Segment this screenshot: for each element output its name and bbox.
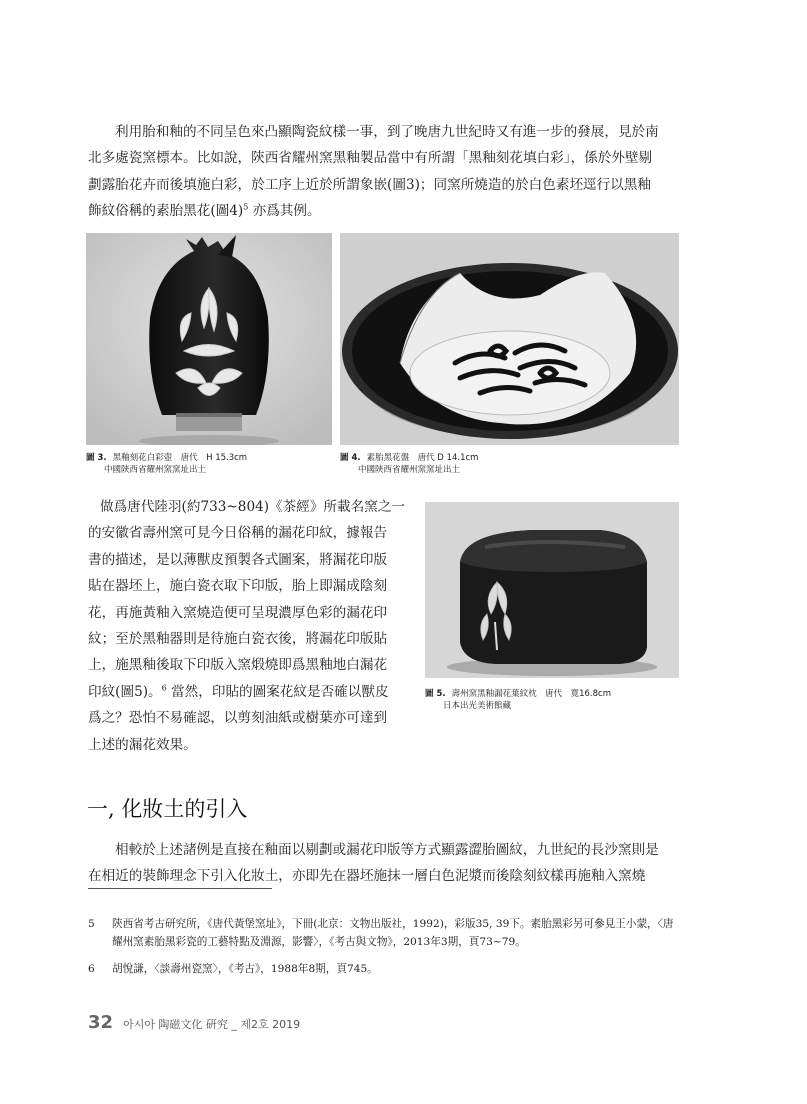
figure-5-title: 壽州窯黑釉漏花葉紋枕 唐代 寬16.8cm: [451, 689, 611, 699]
figure-5-pillow-photo: [425, 502, 679, 678]
page-number: 32: [88, 1012, 114, 1033]
shouzhou-line-6: 紋；至於黑釉器則是待施白瓷衣後，將漏花印版貼: [88, 631, 388, 648]
shouzhou-line-4: 貼在器坯上，施白瓷衣取下印版，胎上即漏成陰刻: [88, 578, 388, 595]
intro-line-3: 劃露胎花卉而後填施白彩，於工序上近於所謂象嵌(圖3)；同窯所燒造的於白色素坯逕行以黑釉: [88, 176, 652, 193]
footnote-6-line-1: 胡悅謙，〈談壽州瓷窯〉，《考古》，1988年8期，頁745。: [112, 963, 378, 975]
changsha-paragraph: [88, 837, 720, 890]
intro-line-4: 飾紋俗稱的素胎黑花(圖4)$^5$ 亦爲其例。: [88, 202, 321, 220]
footnote-6: [88, 961, 696, 979]
figure-4-caption: [340, 453, 679, 476]
figure-5-source: 日本出光美術館藏: [443, 700, 512, 711]
footnote-5-line-2: 耀州窯素胎黑彩瓷的工藝特點及淵源，影響〉，《考古與文物》，2013年3期，頁73~79。: [112, 935, 526, 948]
figure-4-source: 中國陝西省耀州窯窯址出土: [358, 464, 461, 475]
intro-line-1: 利用胎和釉的不同呈色來凸顯陶瓷紋樣一事，到了晚唐九世紀時又有進一步的發展，見於南: [115, 124, 659, 140]
shouzhou-line-7: 上，施黑釉後取下印版入窯煅燒即爲黑釉地白漏花: [88, 657, 388, 674]
page-footer: [88, 1012, 300, 1033]
shouzhou-line-8: 印紋(圖5)。$^6$ 當然，印貼的圖案花紋是否確以獸皮: [88, 683, 389, 700]
shouzhou-line-5: 花，再施黃釉入窯燒造便可呈現濃厚色彩的漏花印: [88, 604, 388, 621]
shouzhou-line-9: 爲之？恐怕不易確認，以剪刻油紙或樹葉亦可達到: [88, 710, 388, 727]
figure-4-number: 圖 4.: [340, 453, 361, 463]
changsha-line-1: 相較於上述諸例是直接在釉面以剔劃或漏花印版等方式顯露澀胎圖紋，九世紀的長沙窯則是: [115, 842, 659, 858]
figure-3-ewer-photo: [86, 233, 332, 445]
journal-title: 아시아 陶磁文化 硏究 _ 제2호 2019: [123, 1018, 301, 1031]
figure-4-title: 素胎黑花盤 唐代 D 14.1cm: [366, 453, 479, 463]
footnote-ref-5[interactable]: 5: [243, 202, 249, 212]
figure-5-caption: [425, 689, 679, 712]
shouzhou-line-3: 書的描述，是以薄獸皮預製各式圖案，將漏花印版: [88, 551, 388, 568]
shouzhou-line-1: 做爲唐代陸羽(約733~804)《茶經》所載名窯之一: [100, 499, 405, 515]
figure-3-source: 中國陝西省耀州窯窯址出土: [104, 464, 207, 475]
figure-3-caption: [86, 453, 332, 476]
footnote-divider: [88, 888, 272, 889]
shouzhou-line-10: 上述的漏花效果。: [88, 736, 197, 753]
shouzhou-paragraph: [88, 494, 408, 758]
footnote-ref-6[interactable]: 6: [161, 683, 167, 693]
section-heading: 一, 化妝土的引入: [87, 797, 248, 821]
figure-3-title: 黑釉刻花白彩壺 唐代 H 15.3cm: [112, 453, 248, 463]
figure-3-number: 圖 3.: [86, 453, 107, 463]
footnote-5-number: 5: [88, 918, 95, 930]
footnote-6-number: 6: [88, 963, 95, 975]
changsha-line-2: 在相近的裝飾理念下引入化妝土，亦即先在器坯施抹一層白色泥漿而後陰刻紋樣再施釉入窯燒: [88, 868, 646, 885]
shouzhou-line-2: 的安徽省壽州窯可見今日俗稱的漏花印紋，據報告: [88, 525, 388, 542]
figure-5-number: 圖 5.: [425, 689, 446, 699]
intro-paragraph: [88, 119, 720, 225]
figure-4-plate-photo: [340, 233, 679, 445]
intro-line-2: 北多處瓷窯標本。比如說，陝西省耀州窯黑釉製品當中有所謂「黑釉刻花填白彩」，係於外壁剔: [88, 150, 653, 167]
footnote-5-line-1: 陝西省考古研究所，《唐代黃堡窯址》，下冊(北京：文物出版社，1992)，彩版35, 39下。素胎黑彩另可參見王小蒙，〈唐: [112, 918, 674, 930]
footnote-5: [88, 916, 696, 951]
